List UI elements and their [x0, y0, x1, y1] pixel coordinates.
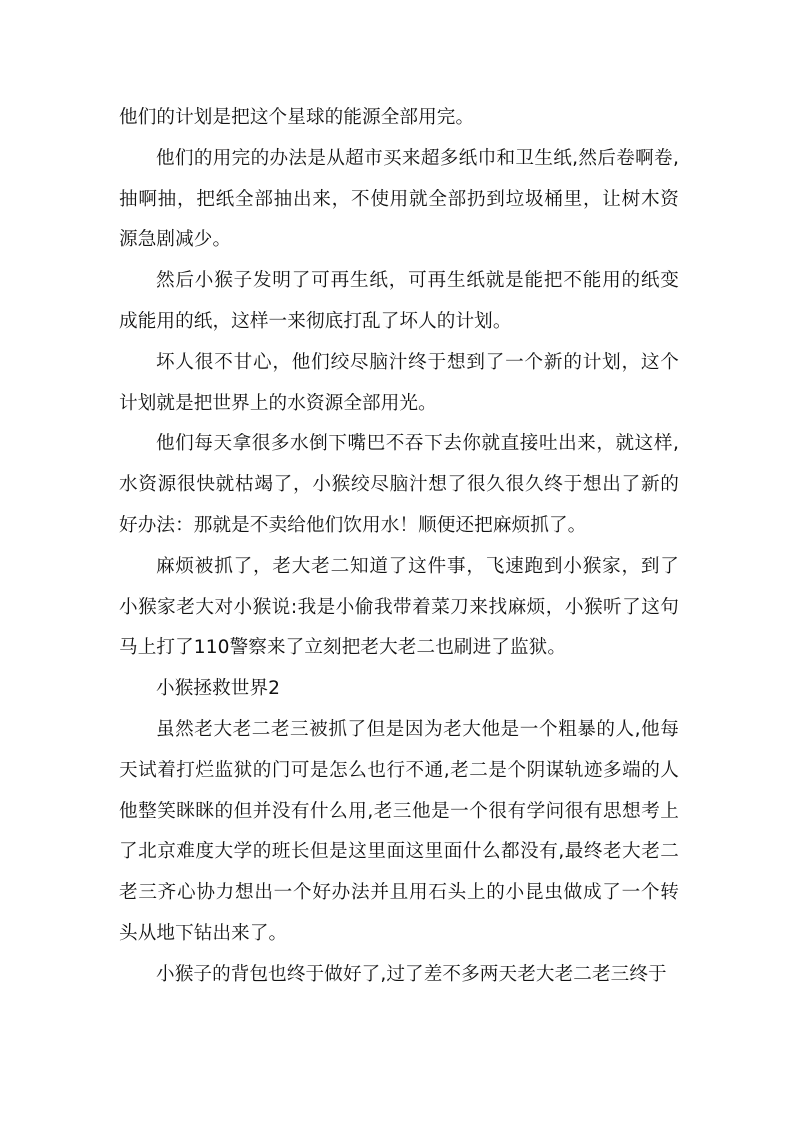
- paragraph-2: 他们的用完的办法是从超市买来超多纸巾和卫生纸,然后卷啊卷,抽啊抽，把纸全部抽出来，不使用就全部扔到垃圾桶里，让树木资源急剧减少。: [119, 147, 679, 251]
- paragraph-7: 虽然老大老二老三被抓了但是因为老大他是一个粗暴的人,他每天试着打烂监狱的门可是怎么也行不通,老二是个阴谋轨迹多端的人他整笑眯眯的但并没有什么用,老三他是一个很有学问很有思想考上了北京难度大学的班长但是这里面这里面什么都没有,最终老大老二老三齐心协力想出一个好办法并且用石头上的小昆虫做成了一个转头从地下钻出来了。: [119, 718, 679, 944]
- paragraph-6: 麻烦被抓了，老大老二知道了这件事，飞速跑到小猴家，到了小猴家老大对小猴说:我是小偷我带着菜刀来找麻烦，小猴听了这句马上打了110警察来了立刻把老大老二也刷进了监狱。: [119, 555, 679, 659]
- paragraph-8: 小猴子的背包也终于做好了,过了差不多两天老大老二老三终于: [156, 963, 667, 985]
- paragraph-5: 他们每天拿很多水倒下嘴巴不吞下去你就直接吐出来，就这样,水资源很快就枯竭了，小猴绞尽脑汁想了很久很久终于想出了新的好办法：那就是不卖给他们饮用水！顺便还把麻烦抓了。: [119, 433, 679, 536]
- paragraph-4: 坏人很不甘心，他们绞尽脑汁终于想到了一个新的计划，这个计划就是把世界上的水资源全部用光。: [119, 351, 679, 414]
- paragraph-1: 他们的计划是把这个星球的能源全部用完。: [119, 107, 475, 128]
- paragraph-3: 然后小猴子发明了可再生纸，可再生纸就是能把不能用的纸变成能用的纸，这样一来彻底打乱了坏人的计划。: [119, 270, 679, 332]
- section-heading: 小猴拯救世界2: [156, 678, 281, 700]
- document-body: [119, 98, 679, 996]
